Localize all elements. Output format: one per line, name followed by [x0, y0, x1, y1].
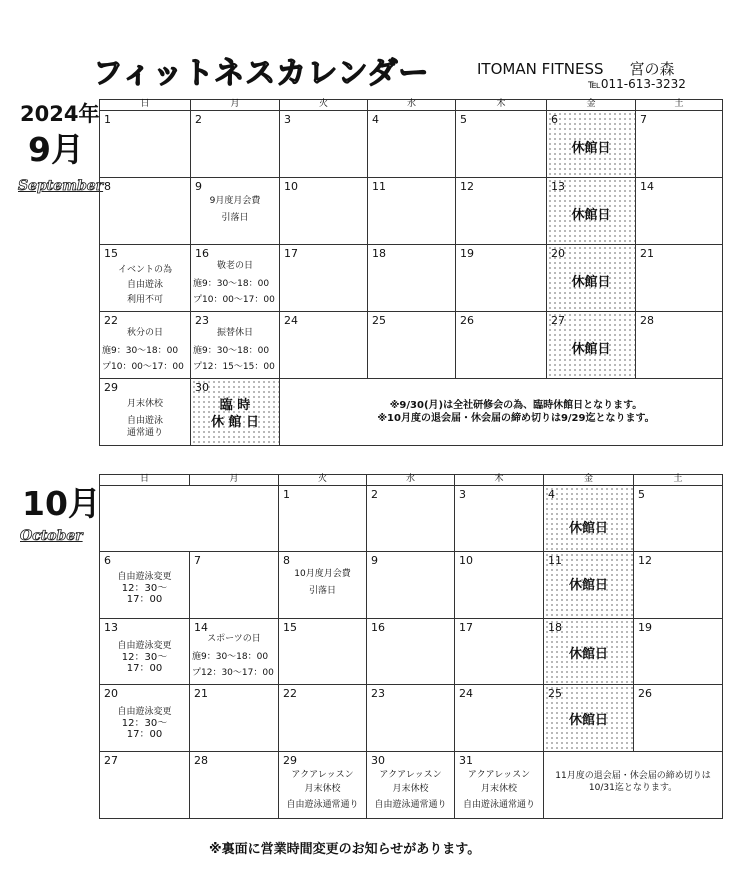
- day-cell: [280, 245, 368, 312]
- weekday-header: 土: [634, 475, 723, 486]
- notice-cell: [280, 379, 723, 446]
- day-cell: [191, 245, 280, 312]
- day-cell: [279, 752, 367, 819]
- september-calendar: [99, 99, 723, 446]
- day-cell: [368, 178, 456, 245]
- day-number: 28: [640, 314, 654, 327]
- day-cell: [634, 552, 723, 619]
- day-note: アクアレッスン: [467, 770, 531, 780]
- hours-line: プ10：00～17：00: [193, 295, 275, 305]
- day-cell: [190, 619, 279, 685]
- brand-name: ITOMAN FITNESS: [477, 60, 604, 78]
- day-cell: [100, 619, 190, 685]
- closed-day-cell: [544, 486, 634, 552]
- day-number: 2: [195, 113, 202, 126]
- day-cell: [191, 178, 280, 245]
- day-cell: [190, 752, 279, 819]
- location: 宮の森: [629, 60, 675, 78]
- hours-line: プ10：00～17：00: [102, 362, 184, 372]
- day-number: 8: [283, 554, 290, 567]
- day-number: 10: [284, 180, 298, 193]
- day-note: 自由遊泳通常通り: [286, 800, 359, 810]
- closed-day-cell: [547, 245, 636, 312]
- day-number: 19: [460, 247, 474, 260]
- day-cell: [455, 619, 544, 685]
- empty-cell: [100, 486, 279, 552]
- day-cell: [279, 685, 367, 752]
- day-cell: [636, 111, 723, 178]
- day-cell: [456, 312, 547, 379]
- holiday-name: 敬老の日: [216, 261, 253, 271]
- notice-cell: [544, 752, 723, 819]
- day-number: 22: [104, 314, 118, 327]
- day-number: 17: [459, 621, 473, 634]
- day-number: 12: [460, 180, 474, 193]
- hours-line: プ12：15～15：00: [193, 362, 275, 372]
- day-number: 30: [195, 381, 209, 394]
- day-number: 27: [104, 754, 118, 767]
- day-number: 6: [104, 554, 111, 567]
- day-cell: [191, 111, 280, 178]
- day-number: 1: [104, 113, 111, 126]
- day-number: 14: [640, 180, 654, 193]
- day-cell: [455, 486, 544, 552]
- day-note: 12：30～: [121, 652, 168, 663]
- day-note: 利用不可: [126, 295, 163, 305]
- day-number: 22: [283, 687, 297, 700]
- day-note: 12：30～: [121, 718, 168, 729]
- notice-line: 10/31迄となります。: [588, 783, 678, 793]
- calendar-title: フィットネスカレンダー: [93, 56, 430, 91]
- year-label: 2024年: [20, 102, 100, 126]
- day-number: 4: [548, 488, 555, 501]
- day-number: 25: [372, 314, 386, 327]
- day-number: 20: [551, 247, 565, 260]
- day-number: 16: [371, 621, 385, 634]
- weekday-header: 金: [547, 100, 636, 111]
- closed-day-cell: [544, 619, 634, 685]
- day-number: 5: [460, 113, 467, 126]
- day-number: 26: [460, 314, 474, 327]
- day-cell: [456, 111, 547, 178]
- notice-line: 11月度の退会届・休会届の締め切りは: [555, 771, 711, 781]
- day-number: 10: [459, 554, 473, 567]
- day-cell: [368, 245, 456, 312]
- day-number: 1: [283, 488, 290, 501]
- day-cell: [636, 245, 723, 312]
- day-number: 16: [195, 247, 209, 260]
- day-cell: [100, 685, 190, 752]
- day-number: 4: [372, 113, 379, 126]
- day-number: 31: [459, 754, 473, 767]
- day-number: 18: [372, 247, 386, 260]
- day-number: 3: [284, 113, 291, 126]
- telephone: ℡011-613-3232: [588, 77, 686, 91]
- day-cell: [191, 312, 280, 379]
- weekday-header: 日: [100, 100, 191, 111]
- day-cell: [455, 552, 544, 619]
- holiday-name: 秋分の日: [126, 328, 163, 338]
- day-number: 23: [195, 314, 209, 327]
- day-cell: [280, 111, 368, 178]
- day-cell: [455, 685, 544, 752]
- day-cell: [280, 178, 368, 245]
- day-cell: [100, 111, 191, 178]
- day-note: 引落日: [221, 213, 249, 223]
- day-cell: [190, 685, 279, 752]
- hours-line: 施9：30～18：00: [193, 346, 270, 356]
- day-number: 11: [372, 180, 386, 193]
- day-cell: [190, 552, 279, 619]
- day-number: 7: [640, 113, 647, 126]
- day-note: 自由遊泳通常通り: [462, 800, 535, 810]
- weekday-header: 水: [368, 100, 456, 111]
- day-cell: [367, 619, 455, 685]
- day-note: 自由遊泳: [126, 280, 163, 290]
- weekday-header: 月: [191, 100, 280, 111]
- day-number: 18: [548, 621, 562, 634]
- day-number: 23: [371, 687, 385, 700]
- day-cell: [279, 619, 367, 685]
- day-number: 5: [638, 488, 645, 501]
- day-note: 自由遊泳変更: [117, 707, 172, 717]
- day-cell: [456, 245, 547, 312]
- day-note: 月末休校: [480, 784, 517, 794]
- weekday-header: 火: [280, 100, 368, 111]
- closed-label: 休館日: [571, 275, 611, 290]
- weekday-header: 日: [100, 475, 190, 486]
- day-cell: [279, 552, 367, 619]
- september-month: 9月: [28, 130, 84, 169]
- day-number: 26: [638, 687, 652, 700]
- day-note: 12：30～: [121, 583, 168, 594]
- day-number: 21: [194, 687, 208, 700]
- day-number: 13: [551, 180, 565, 193]
- closed-label: 休館日: [571, 208, 611, 223]
- day-cell: [455, 752, 544, 819]
- day-number: 19: [638, 621, 652, 634]
- day-cell: [279, 486, 367, 552]
- holiday-name: 振替休日: [216, 328, 253, 338]
- day-note: イベントの為: [117, 265, 172, 275]
- day-number: 7: [194, 554, 201, 567]
- day-number: 11: [548, 554, 562, 567]
- closed-label: 休館日: [571, 141, 611, 156]
- day-cell: [100, 312, 191, 379]
- day-note: アクアレッスン: [291, 770, 354, 780]
- closed-day-cell: [544, 685, 634, 752]
- day-cell: [634, 685, 723, 752]
- day-cell: [367, 486, 455, 552]
- day-note: 自由遊泳通常通り: [374, 800, 447, 810]
- closed-label: 休館日: [571, 342, 611, 357]
- october-month-en: October: [20, 528, 83, 544]
- day-number: 14: [194, 621, 208, 634]
- hours-line: 施9：30～18：00: [193, 279, 270, 289]
- closed-day-cell: [547, 312, 636, 379]
- day-cell: [368, 312, 456, 379]
- day-note: 自由遊泳変更: [117, 572, 172, 582]
- weekday-header: 土: [636, 100, 723, 111]
- october-month: 10月: [22, 484, 101, 523]
- closed-label: 休館日: [568, 647, 608, 662]
- weekday-header: 木: [455, 475, 544, 486]
- day-number: 13: [104, 621, 118, 634]
- day-note: 自由遊泳変更: [117, 641, 172, 651]
- day-note: 9月度月会費: [209, 196, 261, 206]
- day-number: 30: [371, 754, 385, 767]
- holiday-name: スポーツの日: [207, 634, 261, 644]
- footer-note: ※裏面に営業時間変更のお知らせがあります。: [209, 842, 481, 857]
- notice-line: ※10月度の退会届・休会届の締め切りは9/29迄となります。: [377, 413, 655, 424]
- day-number: 8: [104, 180, 111, 193]
- day-number: 25: [548, 687, 562, 700]
- temporary-closed-cell: [191, 379, 280, 446]
- day-number: 28: [194, 754, 208, 767]
- closed-label: 休館日: [568, 578, 608, 593]
- day-note: 17：00: [126, 594, 163, 605]
- day-cell: [367, 685, 455, 752]
- day-cell: [100, 178, 191, 245]
- day-cell: [367, 552, 455, 619]
- closed-day-cell: [547, 178, 636, 245]
- day-note: 月末休校: [126, 399, 163, 409]
- closed-day-cell: [544, 552, 634, 619]
- weekday-header: 金: [544, 475, 634, 486]
- closed-label: 休館日: [568, 521, 608, 536]
- day-number: 21: [640, 247, 654, 260]
- hours-line: プ12：30～17：00: [192, 668, 274, 678]
- day-number: 29: [104, 381, 118, 394]
- closed-label: 臨 時: [219, 398, 251, 413]
- day-number: 15: [283, 621, 297, 634]
- day-number: 3: [459, 488, 466, 501]
- day-note: 10月度月会費: [294, 569, 351, 579]
- day-number: 17: [284, 247, 298, 260]
- day-note: 17：00: [126, 663, 163, 674]
- day-cell: [367, 752, 455, 819]
- day-cell: [634, 619, 723, 685]
- day-number: 9: [371, 554, 378, 567]
- day-number: 9: [195, 180, 202, 193]
- day-number: 2: [371, 488, 378, 501]
- day-cell: [100, 552, 190, 619]
- day-cell: [368, 111, 456, 178]
- september-month-en: September: [18, 178, 104, 194]
- day-note: 自由遊泳: [126, 416, 163, 426]
- day-number: 6: [551, 113, 558, 126]
- day-number: 15: [104, 247, 118, 260]
- weekday-header: 木: [456, 100, 547, 111]
- weekday-header: 月: [190, 475, 279, 486]
- day-number: 24: [284, 314, 298, 327]
- day-cell: [100, 752, 190, 819]
- october-calendar: [99, 474, 723, 819]
- day-cell: [100, 245, 191, 312]
- day-cell: [634, 486, 723, 552]
- notice-line: ※9/30(月)は全社研修会の為、臨時休館日となります。: [389, 400, 643, 411]
- hours-line: 施9：30～18：00: [102, 346, 179, 356]
- day-cell: [636, 312, 723, 379]
- weekday-header: 水: [367, 475, 455, 486]
- closed-label: 休 館 日: [210, 415, 260, 430]
- day-note: 月末休校: [304, 784, 341, 794]
- day-cell: [456, 178, 547, 245]
- day-number: 24: [459, 687, 473, 700]
- day-note: 月末休校: [392, 784, 429, 794]
- hours-line: 施9：30～18：00: [192, 652, 269, 662]
- day-note: 引落日: [308, 586, 336, 596]
- closed-label: 休館日: [568, 713, 608, 728]
- day-cell: [100, 379, 191, 446]
- day-note: 通常通り: [126, 428, 163, 438]
- brand: [477, 58, 675, 79]
- day-number: 27: [551, 314, 565, 327]
- day-note: アクアレッスン: [379, 770, 442, 780]
- closed-day-cell: [547, 111, 636, 178]
- day-cell: [280, 312, 368, 379]
- weekday-header: 火: [279, 475, 367, 486]
- day-number: 12: [638, 554, 652, 567]
- day-cell: [636, 178, 723, 245]
- day-number: 29: [283, 754, 297, 767]
- day-number: 20: [104, 687, 118, 700]
- day-note: 17：00: [126, 729, 163, 740]
